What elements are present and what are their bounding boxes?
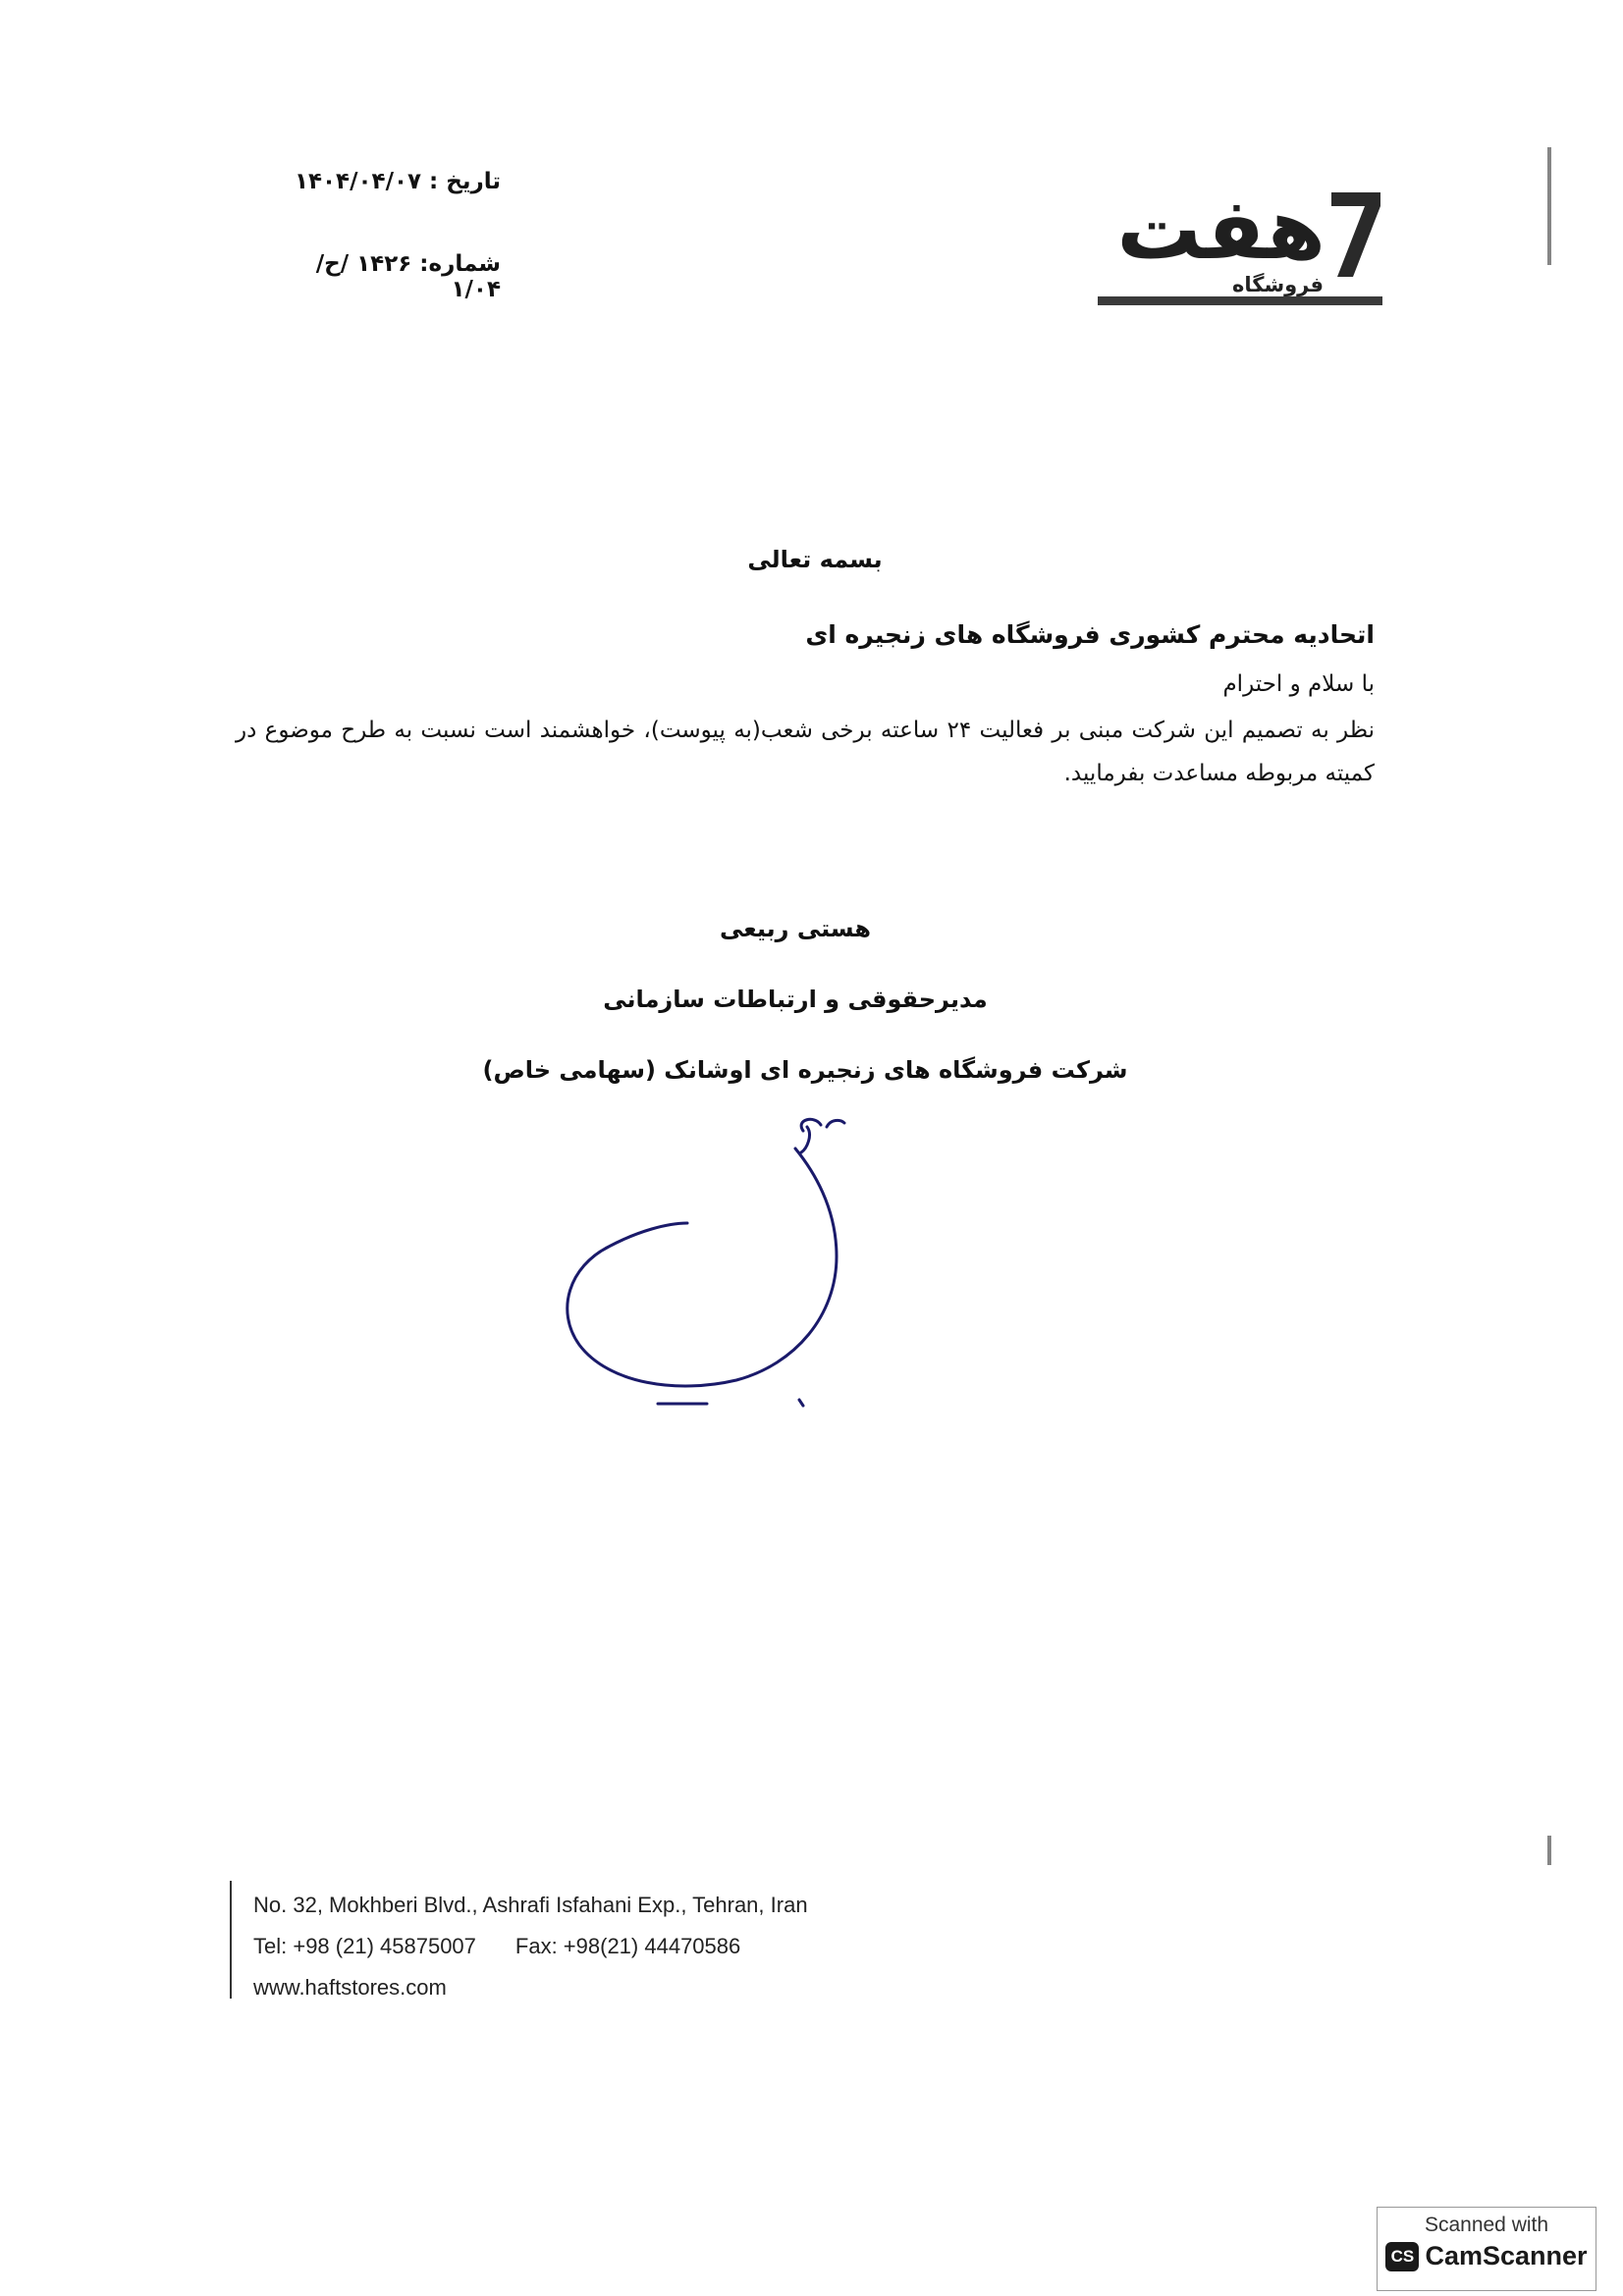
footer [253,1885,808,2008]
recipient: اتحادیه محترم کشوری فروشگاه های زنجیره ای [805,620,1375,649]
footer-tel: Tel: +98 (21) 45875007 [253,1934,476,1958]
footer-fax: Fax: +98(21) 44470586 [514,1934,741,1958]
letter-number: شماره: ۱۴۲۶ /ح/۱/۰۴ [315,251,501,302]
logo-bar [1098,296,1382,305]
signatory-name: هستی ربیعی [720,915,871,942]
letter-body: نظر به تصمیم این شرکت مبنی بر فعالیت ۲۴ ساعته برخی شعب(به پیوست)، خواهشمند است نسبت به طرح موضوع در کمیته مربوطه مساعدت بفرمایید. [236,718,1375,786]
footer-website[interactable]: www.haftstores.com [253,1975,447,2000]
company-logo [1098,172,1382,310]
footer-address: No. 32, Mokhberi Blvd., Ashrafi Isfahani Exp., Tehran, Iran [253,1893,808,1917]
bismillah: بسمه تعالی [747,546,883,573]
camscanner-logo-icon: CS [1385,2242,1419,2271]
camscanner-name: CamScanner [1425,2241,1588,2270]
signatory-company: شرکت فروشگاه های زنجیره ای اوشانک (سهامی خاص) [482,1056,1128,1084]
scanned-with-label: Scanned with [1424,2214,1549,2236]
footer-divider [230,1881,232,1999]
greeting: با سلام و احترام [1222,671,1375,697]
letter-date: تاریخ : ۱۴۰۴/۰۴/۰۷ [294,169,501,194]
logo-seven-icon [1327,172,1382,281]
handwritten-signature [550,1109,864,1433]
logo-wordmark: هفت [1116,181,1325,279]
scan-edge [1547,147,1551,1865]
logo-digit: 7 [1327,172,1338,190]
signatory-title: مدیرحقوقی و ارتباطات سازمانی [603,986,988,1013]
camscanner-watermark [1377,2207,1596,2291]
footer-contact [253,1926,808,1967]
logo-shop-label: فروشگاه [1231,273,1324,296]
